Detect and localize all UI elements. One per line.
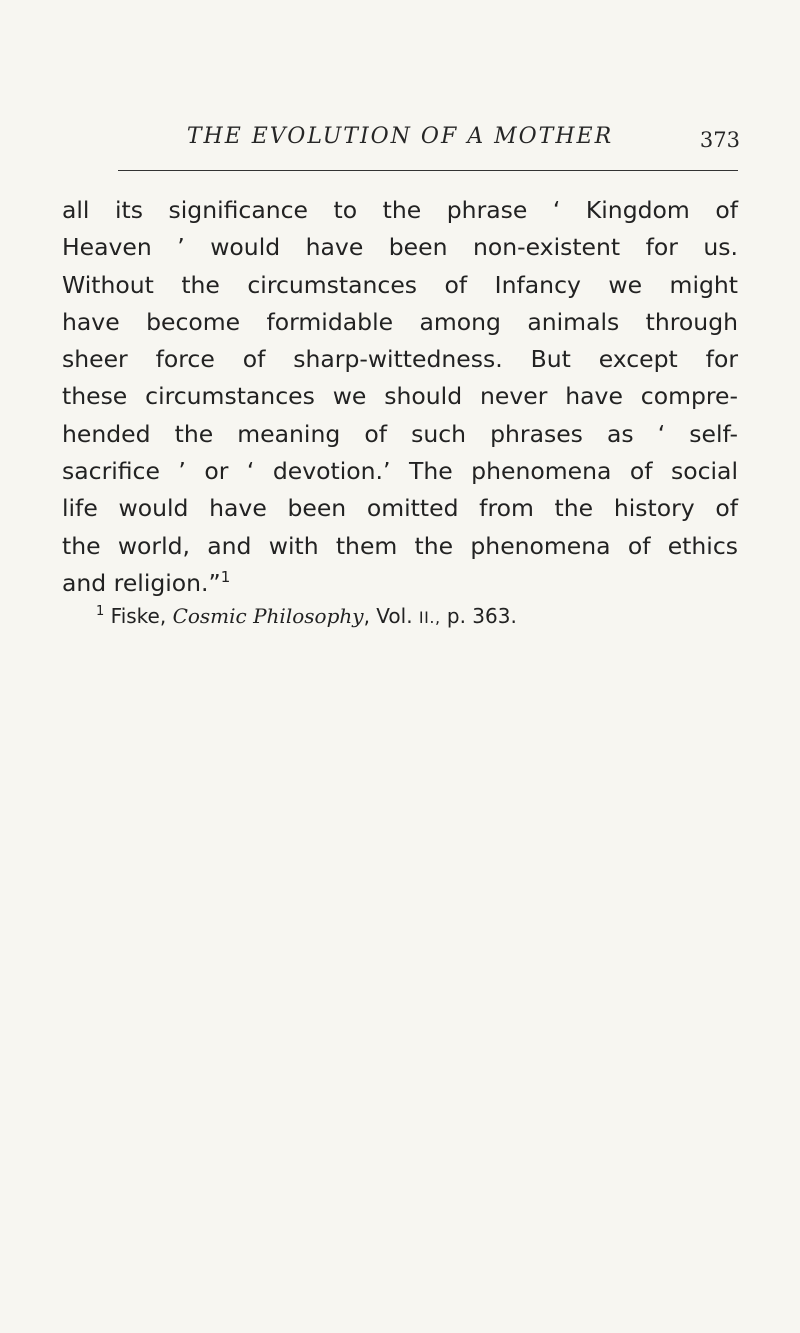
- running-title: THE EVOLUTION OF A MOTHER: [186, 124, 614, 149]
- footnote: [96, 604, 517, 628]
- footnote-volume-number: II.,: [418, 608, 441, 627]
- header-rule: [118, 170, 738, 171]
- footnote-separator: ,: [363, 604, 370, 628]
- text-line: sheer force of sharp-wittedness. But except for: [62, 345, 738, 374]
- text-line: these circumstances we should never have compre-: [62, 382, 738, 411]
- footnote-reference: 1: [220, 567, 231, 586]
- text-line: life would have been omitted from the history of: [62, 494, 738, 523]
- text-line: Heaven ’ would have been non-existent for us.: [62, 233, 738, 262]
- footnote-marker: 1: [96, 604, 105, 619]
- footnote-volume-label: Vol.: [376, 604, 413, 628]
- text-line-content: and religion.”: [62, 568, 221, 597]
- text-line-last: [62, 565, 738, 602]
- footnote-work-title: Cosmic Philosophy: [172, 604, 364, 628]
- body-paragraph: [62, 192, 738, 602]
- text-line: all its significance to the phrase ‘ Kingdom of: [62, 196, 738, 224]
- footnote-page: p. 363.: [446, 604, 517, 628]
- page-number: 373: [699, 128, 740, 152]
- text-line: the world, and with them the phenomena of ethics: [62, 531, 738, 560]
- running-head: [60, 118, 740, 170]
- text-line: Without the circumstances of Infancy we might: [62, 270, 738, 299]
- text-line: sacrifice ’ or ‘ devotion.’ The phenomena of social: [62, 457, 738, 486]
- text-line: hended the meaning of such phrases as ‘ self-: [62, 419, 738, 448]
- text-line: have become formidable among animals through: [62, 307, 738, 336]
- footnote-author: Fiske,: [110, 604, 167, 628]
